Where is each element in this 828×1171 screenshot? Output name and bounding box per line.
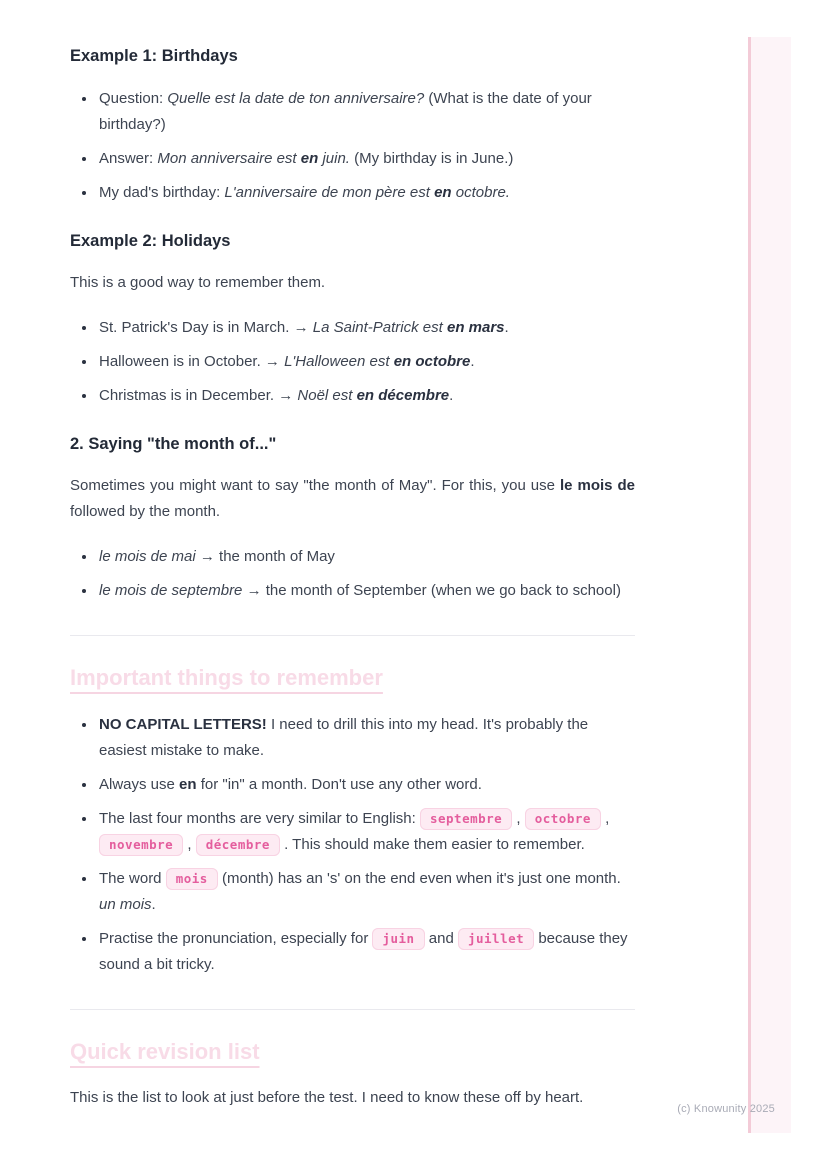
- code-badge: novembre: [99, 834, 183, 856]
- bullet-item: [97, 179, 635, 206]
- bullet-item: [97, 85, 635, 138]
- section-heading: Example 1: Birthdays: [70, 47, 238, 65]
- text-run: le mois de septembre: [99, 582, 243, 599]
- bullet-list: [70, 85, 635, 206]
- text-run: .: [504, 319, 509, 336]
- code-badge: octobre: [525, 808, 601, 830]
- bullet-item: [97, 382, 635, 409]
- text-run: Answer:: [99, 150, 158, 167]
- code-badge: septembre: [420, 808, 512, 830]
- paragraph: [70, 473, 635, 525]
- bullet-item: [97, 348, 635, 375]
- bullet-item: [97, 314, 635, 341]
- text-run: Christmas is in December. →: [99, 387, 298, 404]
- text-run: NO CAPITAL LETTERS!: [99, 716, 267, 733]
- text-run: .: [449, 387, 454, 404]
- page-edge-stripe: [748, 37, 791, 1133]
- code-badge: décembre: [196, 834, 280, 856]
- text-run: en: [300, 150, 319, 167]
- text-run: Halloween is in October. →: [99, 353, 285, 370]
- text-run: Noël est: [297, 387, 357, 404]
- text-run: Quelle est la date de ton anniversaire?: [167, 90, 425, 107]
- paragraph: [70, 1085, 635, 1111]
- text-run: La Saint-Patrick est: [312, 319, 447, 336]
- text-run: Mon anniversaire est: [157, 150, 301, 167]
- text-run: because they sound a bit tricky.: [99, 930, 628, 973]
- code-badge: juillet: [458, 928, 534, 950]
- text-run: en octobre: [393, 353, 471, 370]
- bullet-list: [70, 711, 635, 978]
- code-badge: juin: [372, 928, 424, 950]
- bullet-item: [97, 543, 635, 570]
- text-run: en: [434, 184, 452, 201]
- document-content: [70, 45, 635, 1111]
- text-run: Sometimes you might want to say "the month of May". For this, you use: [70, 477, 560, 494]
- section-heading: Example 2: Holidays: [70, 232, 231, 250]
- text-run: Question:: [99, 90, 168, 107]
- pink-heading: Important things to remember: [70, 665, 383, 690]
- text-run: L'anniversaire de mon père est: [224, 184, 435, 201]
- text-run: en: [179, 776, 197, 793]
- text-run: (My birthday is in June.): [349, 150, 514, 167]
- text-run: St. Patrick's Day is in March. →: [99, 319, 313, 336]
- text-run: L'Halloween est: [284, 353, 394, 370]
- text-run: le mois de: [559, 477, 636, 494]
- text-run: → the month of September (when we go back to school): [242, 582, 621, 599]
- text-run: en mars: [446, 319, 505, 336]
- text-run: ,: [600, 810, 610, 827]
- text-run: . This should make them easier to remember.: [279, 836, 585, 853]
- paragraph: [70, 270, 635, 296]
- text-run: octobre.: [451, 184, 510, 201]
- bullet-item: [97, 711, 635, 764]
- bullet-list: [70, 543, 635, 604]
- divider: [70, 635, 635, 636]
- bullet-item: [97, 865, 635, 918]
- text-run: I need to drill this into my head. It's probably the easiest mistake to make.: [99, 716, 589, 759]
- text-run: → the month of May: [195, 548, 335, 565]
- text-run: Practise the pronunciation, especially for: [99, 930, 373, 947]
- text-run: ,: [183, 836, 196, 853]
- text-run: This is a good way to remember them.: [70, 274, 326, 291]
- section-heading: 2. Saying "the month of...": [70, 435, 277, 453]
- bullet-list: [70, 314, 635, 409]
- text-run: .: [470, 353, 475, 370]
- divider: [70, 1009, 635, 1010]
- code-badge: mois: [166, 868, 218, 890]
- text-run: un mois: [99, 896, 152, 913]
- text-run: The word: [99, 870, 166, 887]
- text-run: and: [424, 930, 458, 947]
- pink-heading: Quick revision list: [70, 1039, 260, 1064]
- text-run: This is the list to look at just before the test. I need to know these off by heart.: [70, 1089, 584, 1106]
- text-run: for "in" a month. Don't use any other word.: [196, 776, 482, 793]
- bullet-item: [97, 577, 635, 604]
- text-run: (What is the date of your birthday?): [99, 90, 592, 133]
- text-run: en décembre: [356, 387, 450, 404]
- footer-credit: (c) Knowunity 2025: [677, 1103, 775, 1115]
- bullet-item: [97, 925, 635, 978]
- text-run: le mois de mai: [99, 548, 196, 565]
- text-run: (month) has an 's' on the end even when it's just one month.: [217, 870, 621, 887]
- text-run: The last four months are very similar to English:: [99, 810, 420, 827]
- text-run: followed by the month.: [70, 503, 221, 520]
- text-run: ,: [512, 810, 525, 827]
- bullet-item: [97, 805, 635, 858]
- bullet-item: [97, 145, 635, 172]
- text-run: .: [151, 896, 156, 913]
- text-run: Always use: [99, 776, 180, 793]
- bullet-item: [97, 771, 635, 798]
- text-run: juin.: [318, 150, 350, 167]
- text-run: My dad's birthday:: [99, 184, 225, 201]
